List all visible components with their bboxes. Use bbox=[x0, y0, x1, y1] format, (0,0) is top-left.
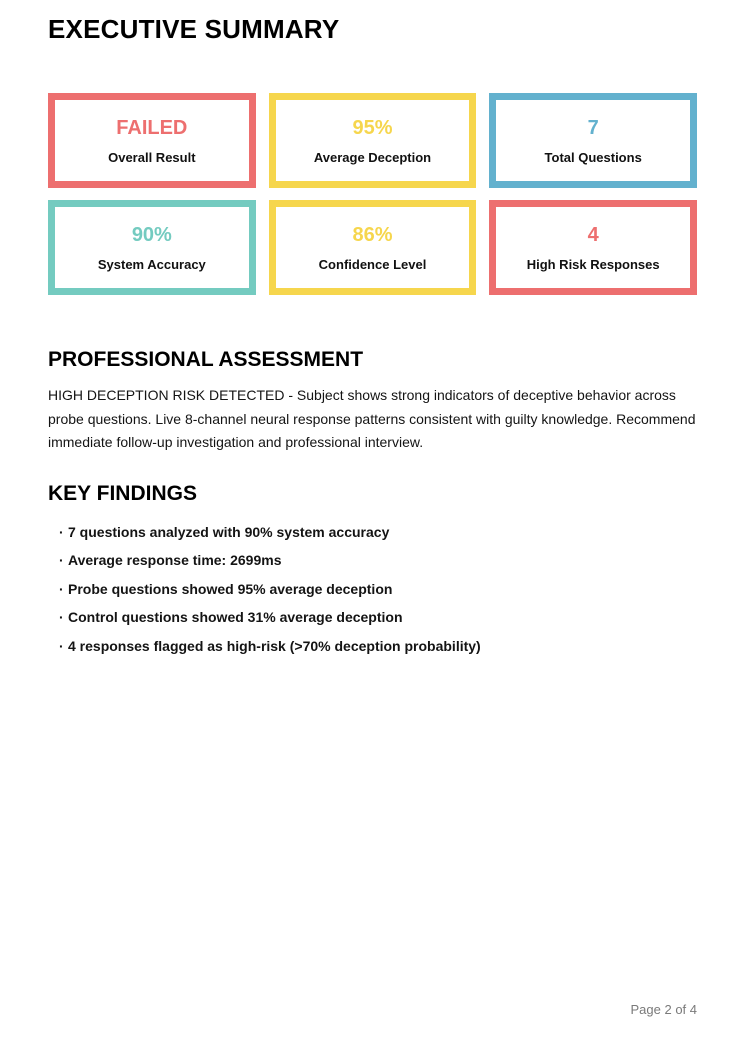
finding-item bbox=[48, 518, 697, 547]
stat-card-high-risk-responses bbox=[489, 200, 697, 295]
stat-value: 95% bbox=[352, 116, 393, 139]
finding-text: Probe questions showed 95% average deception bbox=[68, 580, 393, 597]
finding-item bbox=[48, 575, 697, 604]
report-content bbox=[0, 14, 743, 660]
assessment-body: HIGH DECEPTION RISK DETECTED - Subject shows strong indicators of deceptive behavior across probe questions. Live 8-channel neural response patterns consistent with guilty knowledge. Recommend immediate follow-up investigation and professional interview. bbox=[48, 387, 696, 450]
finding-text: Average response time: 2699ms bbox=[68, 552, 282, 568]
stat-value: 86% bbox=[352, 223, 393, 246]
stat-value: 7 bbox=[587, 116, 599, 139]
bullet-icon: · bbox=[59, 552, 64, 568]
stat-card-overall-result bbox=[48, 93, 256, 188]
findings-list bbox=[48, 518, 697, 661]
bullet-icon: · bbox=[59, 637, 64, 654]
finding-text: Control questions showed 31% average deception bbox=[68, 609, 403, 625]
stat-label: Overall Result bbox=[108, 149, 196, 165]
finding-item bbox=[48, 603, 697, 632]
stat-value: 4 bbox=[587, 223, 599, 246]
stat-label: Total Questions bbox=[544, 149, 642, 165]
finding-text: 4 responses flagged as high-risk (>70% deception probability) bbox=[68, 637, 481, 654]
bullet-icon: · bbox=[59, 609, 64, 625]
stat-card-average-deception bbox=[269, 93, 477, 188]
finding-item bbox=[48, 546, 697, 575]
stat-card-total-questions bbox=[489, 93, 697, 188]
finding-item bbox=[48, 632, 697, 661]
stat-label: Average Deception bbox=[313, 149, 432, 165]
bullet-icon: · bbox=[59, 580, 64, 597]
stat-value: 90% bbox=[131, 223, 172, 246]
summary-stats-grid bbox=[48, 93, 697, 295]
stat-value: FAILED bbox=[116, 116, 188, 139]
stat-card-confidence-level bbox=[269, 200, 477, 295]
stat-label: Confidence Level bbox=[318, 256, 427, 272]
stat-card-system-accuracy bbox=[48, 200, 256, 295]
page-title: EXECUTIVE SUMMARY bbox=[48, 14, 340, 44]
findings-heading: KEY FINDINGS bbox=[48, 481, 197, 505]
stat-label: System Accuracy bbox=[97, 256, 206, 272]
stat-label: High Risk Responses bbox=[526, 256, 660, 272]
bullet-icon: · bbox=[59, 523, 64, 540]
finding-text: 7 questions analyzed with 90% system accuracy bbox=[68, 523, 390, 540]
page-number: Page 2 of 4 bbox=[630, 1002, 697, 1017]
assessment-heading: PROFESSIONAL ASSESSMENT bbox=[48, 348, 364, 371]
